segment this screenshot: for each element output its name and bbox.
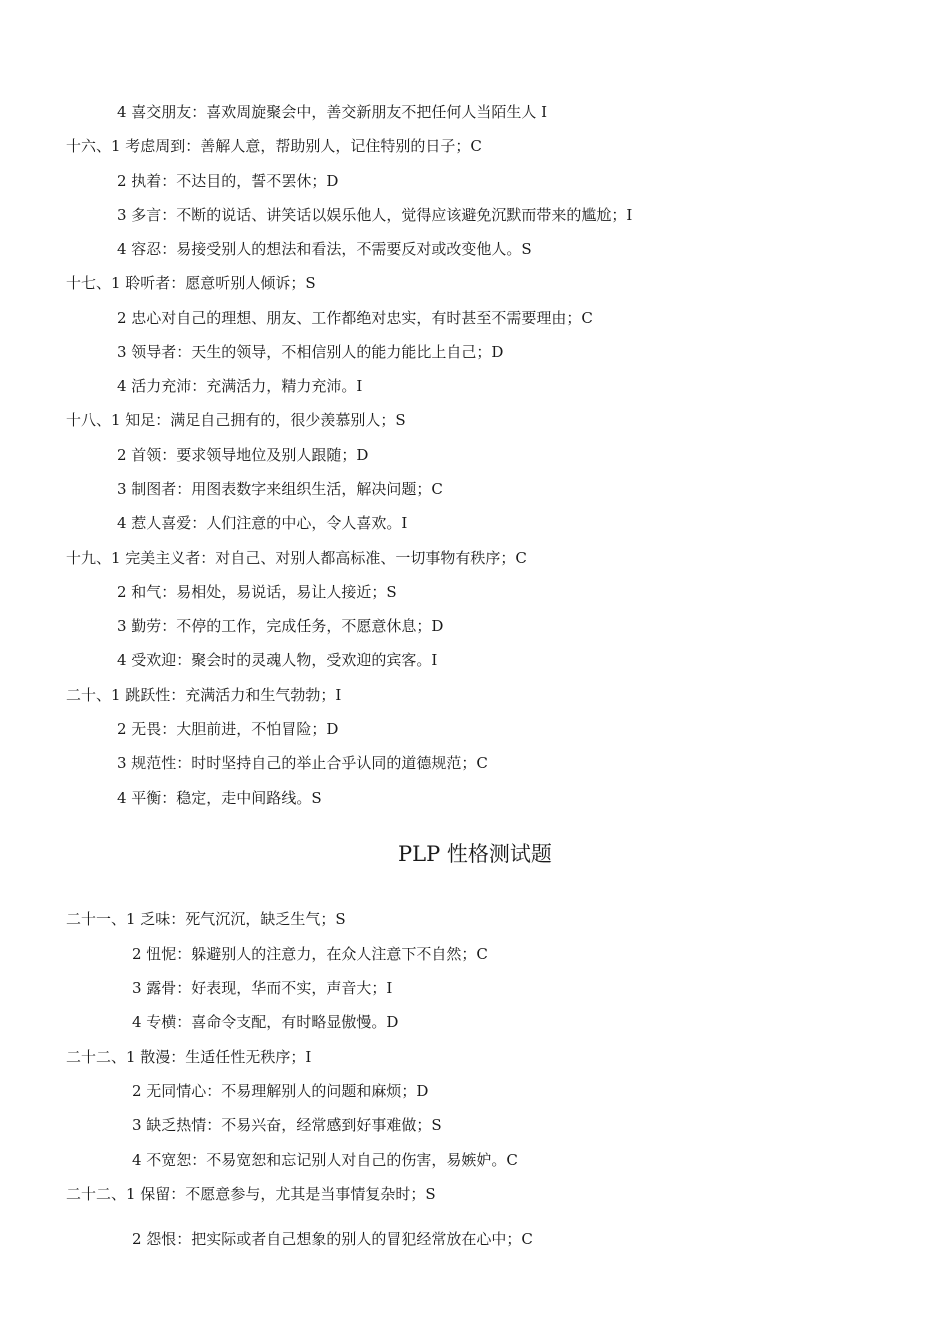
option-line: 2 忠心对自己的理想、朋友、工作都绝对忠实，有时甚至不需要理由；C — [117, 309, 593, 327]
question-line: 十八、1 知足：满足自己拥有的，很少羡慕别人；S — [66, 411, 406, 429]
option-line: 2 怨恨：把实际或者自己想象的别人的冒犯经常放在心中；C — [132, 1230, 533, 1248]
option-line: 4 喜交朋友：喜欢周旋聚会中，善交新朋友不把任何人当陌生人 I — [117, 103, 548, 121]
question-line: 二十一、1 乏味：死气沉沉，缺乏生气；S — [66, 910, 346, 928]
question-line: 二十二、1 保留：不愿意参与，尤其是当事情复杂时；S — [66, 1185, 436, 1203]
option-line: 4 活力充沛：充满活力，精力充沛。I — [117, 377, 363, 395]
option-line: 2 忸怩：躲避别人的注意力，在众人注意下不自然；C — [132, 945, 488, 963]
option-line: 4 惹人喜爱：人们注意的中心，令人喜欢。I — [117, 514, 408, 532]
question-line: 十七、1 聆听者：愿意听别人倾诉；S — [66, 274, 316, 292]
option-line: 4 受欢迎：聚会时的灵魂人物，受欢迎的宾客。I — [117, 651, 438, 669]
option-line: 4 平衡：稳定，走中间路线。S — [117, 789, 322, 807]
option-line: 2 无畏：大胆前进，不怕冒险；D — [117, 720, 339, 738]
option-line: 4 不宽恕：不易宽恕和忘记别人对自己的伤害，易嫉妒。C — [132, 1151, 518, 1169]
option-line: 3 露骨：好表现，华而不实，声音大；I — [132, 979, 393, 997]
option-line: 3 勤劳：不停的工作，完成任务，不愿意休息；D — [117, 617, 444, 635]
option-line: 2 和气：易相处，易说话，易让人接近；S — [117, 583, 397, 601]
option-line: 4 容忍：易接受别人的想法和看法，不需要反对或改变他人。S — [117, 240, 532, 258]
option-line: 3 领导者：天生的领导，不相信别人的能力能比上自己；D — [117, 343, 504, 361]
page-title: PLP 性格测试题 — [398, 842, 552, 866]
option-line: 3 缺乏热情：不易兴奋，经常感到好事难做；S — [132, 1116, 442, 1134]
option-line: 2 无同情心：不易理解别人的问题和麻烦；D — [132, 1082, 429, 1100]
question-line: 二十二、1 散漫：生适任性无秩序；I — [66, 1048, 312, 1066]
option-line: 2 执着：不达目的，誓不罢休；D — [117, 172, 339, 190]
question-line: 十六、1 考虑周到：善解人意，帮助别人，记住特别的日子；C — [66, 137, 482, 155]
question-line: 十九、1 完美主义者：对自己、对别人都高标准、一切事物有秩序；C — [66, 549, 527, 567]
option-line: 3 规范性：时时坚持自己的举止合乎认同的道德规范；C — [117, 754, 488, 772]
option-line: 2 首领：要求领导地位及别人跟随；D — [117, 446, 369, 464]
question-line: 二十、1 跳跃性：充满活力和生气勃勃；I — [66, 686, 342, 704]
option-line: 3 多言：不断的说话、讲笑话以娱乐他人，觉得应该避免沉默而带来的尴尬；I — [117, 206, 633, 224]
option-line: 3 制图者：用图表数字来组织生活，解决问题；C — [117, 480, 443, 498]
option-line: 4 专横：喜命令支配，有时略显傲慢。D — [132, 1013, 399, 1031]
